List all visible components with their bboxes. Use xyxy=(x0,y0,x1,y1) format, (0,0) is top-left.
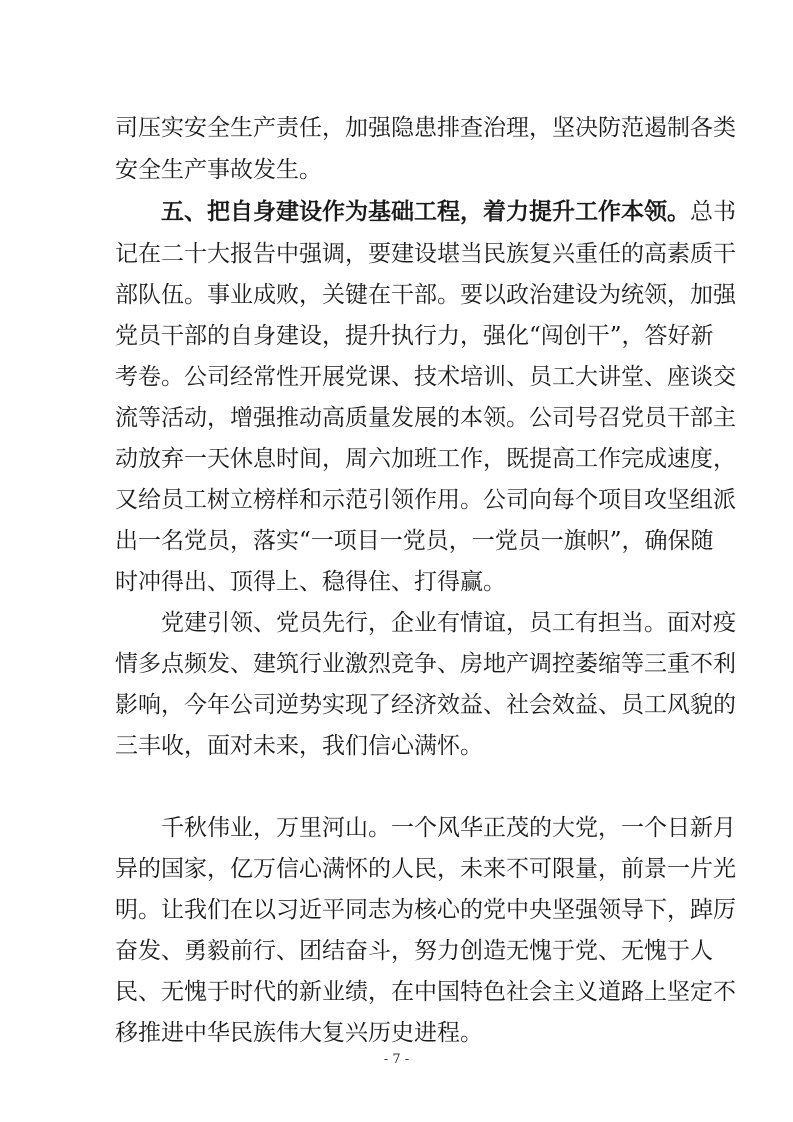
body-text-fragment: 总书 xyxy=(690,199,736,225)
body-text-line: 动放弃一天休息时间，周六加班工作，既提高工作完成速度， xyxy=(115,446,736,472)
body-text-line: 党建引领、党员先行，企业有情谊，员工有担当。面对疫 xyxy=(161,610,736,636)
body-text-line: 明。让我们在以习近平同志为核心的党中央坚强领导下，踔厉 xyxy=(115,897,736,923)
body-text-line: 奋发、勇毅前行、团结奋斗，努力创造无愧于党、无愧于人 xyxy=(115,938,713,964)
body-text-line: 司压实安全生产责任，加强隐患排查治理，坚决防范遏制各类 xyxy=(115,115,736,141)
body-text-line: 部队伍。事业成败，关键在干部。要以政治建设为统领，加强 xyxy=(115,282,736,308)
body-text-line: 时冲得出、顶得上、稳得住、打得赢。 xyxy=(115,569,506,595)
body-text-line: 影响，今年公司逆势实现了经济效益、社会效益、员工风貌的 xyxy=(115,692,736,718)
body-text-line: 记在二十大报告中强调，要建设堪当民族复兴重任的高素质干 xyxy=(115,241,736,267)
body-text-line: 考卷。公司经常性开展党课、技术培训、员工大讲堂、座谈交 xyxy=(115,364,736,390)
section-heading-line xyxy=(161,192,736,232)
body-text-line: 民、无愧于时代的新业绩，在中国特色社会主义道路上坚定不 xyxy=(115,979,736,1005)
body-text-line: 出一名党员，落实“一项目一党员，一党员一旗帜”，确保随 xyxy=(115,528,714,554)
body-text-line: 三丰收，面对未来，我们信心满怀。 xyxy=(115,733,483,759)
section-heading: 五、把自身建设作为基础工程，着力提升工作本领。 xyxy=(161,198,690,225)
body-text-line: 流等活动，增强推动高质量发展的本领。公司号召党员干部主 xyxy=(115,405,736,431)
body-text-line: 情多点频发、建筑行业激烈竞争、房地产调控萎缩等三重不利 xyxy=(115,651,736,677)
body-text-line: 异的国家，亿万信心满怀的人民，未来不可限量，前景一片光 xyxy=(115,856,736,882)
body-text-line: 移推进中华民族伟大复兴历史进程。 xyxy=(115,1020,483,1046)
body-text-line: 千秋伟业，万里河山。一个风华正茂的大党，一个日新月 xyxy=(161,815,736,841)
page-number: - 7 - xyxy=(383,1052,410,1067)
body-text-line: 又给员工树立榜样和示范引领作用。公司向每个项目攻坚组派 xyxy=(115,487,736,513)
body-text-line: 党员干部的自身建设，提升执行力，强化“闯创干”，答好新 xyxy=(115,323,714,349)
body-text-line: 安全生产事故发生。 xyxy=(115,157,322,183)
